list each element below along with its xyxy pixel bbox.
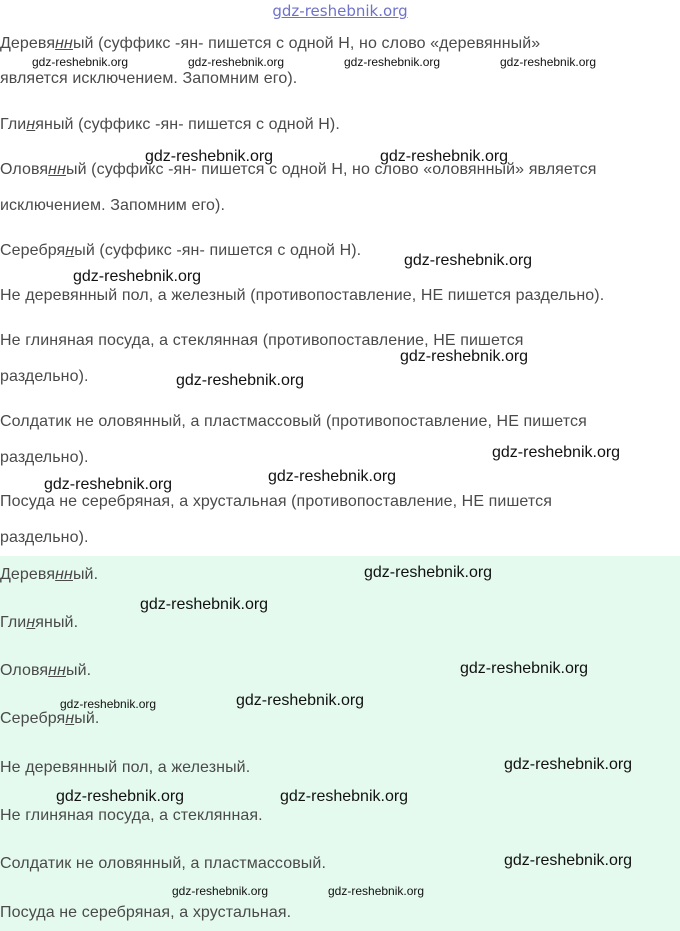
watermark: gdz-reshebnik.org bbox=[500, 55, 597, 69]
explanation-line: раздельно). bbox=[0, 449, 89, 466]
explanation-line: раздельно). bbox=[0, 368, 89, 385]
explanation-line: Не деревянный пол, а железный (противопоставление, НЕ пишется раздельно). bbox=[0, 287, 605, 304]
word-part: Деревя bbox=[0, 566, 56, 583]
highlighted-letters: н bbox=[26, 614, 36, 631]
watermark: gdz-reshebnik.org bbox=[492, 444, 621, 461]
word-part: ый (суффикс -ян- пишется с одной Н, но слово «деревянный» bbox=[72, 35, 541, 52]
answer-line: Посуда не серебряная, а хрустальная. bbox=[0, 904, 292, 921]
word-part: ый (суффикс -ян- пишется с одной Н, но слово «оловянный» является bbox=[65, 161, 597, 178]
word-part: Гли bbox=[0, 614, 27, 631]
watermark: gdz-reshebnik.org bbox=[44, 476, 173, 493]
word-part: Деревя bbox=[0, 35, 56, 52]
word-part: Оловя bbox=[0, 662, 49, 679]
explanation-line bbox=[0, 116, 340, 134]
answer-line bbox=[0, 614, 78, 632]
word-part: яный. bbox=[35, 614, 79, 631]
explanation-line: раздельно). bbox=[0, 529, 89, 546]
watermark: gdz-reshebnik.org bbox=[400, 348, 529, 365]
watermark: gdz-reshebnik.org bbox=[73, 268, 202, 285]
answer-line: Не деревянный пол, а железный. bbox=[0, 759, 251, 776]
watermark: gdz-reshebnik.org bbox=[56, 788, 185, 805]
highlighted-letters: нн bbox=[48, 662, 66, 679]
watermark: gdz-reshebnik.org bbox=[404, 252, 533, 269]
watermark: gdz-reshebnik.org bbox=[236, 692, 365, 709]
watermark: gdz-reshebnik.org bbox=[268, 468, 397, 485]
watermark: gdz-reshebnik.org bbox=[460, 660, 589, 677]
word-part: ый (суффикс -ян- пишется с одной Н). bbox=[74, 242, 362, 259]
highlighted-letters: н bbox=[65, 242, 75, 259]
watermark: gdz-reshebnik.org bbox=[60, 697, 157, 711]
word-part: ый. bbox=[65, 662, 92, 679]
answer-line: Солдатик не оловянный, а пластмассовый. bbox=[0, 855, 326, 872]
site-header-link[interactable]: gdz-reshebnik.org bbox=[272, 2, 408, 20]
answer-block bbox=[0, 556, 680, 931]
watermark: gdz-reshebnik.org bbox=[280, 788, 409, 805]
explanation-line: Посуда не серебряная, а хрустальная (противопоставление, НЕ пишется bbox=[0, 493, 552, 510]
explanation-line bbox=[0, 35, 540, 53]
explanation-line bbox=[0, 242, 361, 260]
word-part: яный (суффикс -ян- пишется с одной Н). bbox=[35, 116, 340, 133]
highlighted-letters: нн bbox=[48, 161, 66, 178]
watermark: gdz-reshebnik.org bbox=[140, 596, 269, 613]
word-part: ый. bbox=[72, 566, 99, 583]
watermark: gdz-reshebnik.org bbox=[504, 852, 633, 869]
highlighted-letters: н bbox=[26, 116, 36, 133]
explanation-line: является исключением. Запомним его). bbox=[0, 70, 298, 87]
word-part: Серебря bbox=[0, 710, 66, 727]
word-part: ый. bbox=[74, 710, 100, 727]
highlighted-letters: нн bbox=[55, 566, 73, 583]
answer-line bbox=[0, 710, 99, 728]
explanation-line: Солдатик не оловянный, а пластмассовый (противопоставление, НЕ пишется bbox=[0, 413, 587, 430]
watermark: gdz-reshebnik.org bbox=[504, 756, 633, 773]
explanation-line: Не глиняная посуда, а стеклянная (противопоставление, НЕ пишется bbox=[0, 332, 524, 349]
watermark: gdz-reshebnik.org bbox=[176, 372, 305, 389]
watermark: gdz-reshebnik.org bbox=[364, 564, 493, 581]
watermark: gdz-reshebnik.org bbox=[145, 148, 274, 165]
highlighted-letters: н bbox=[65, 710, 75, 727]
answer-line: Не глиняная посуда, а стеклянная. bbox=[0, 807, 263, 824]
explanation-line: исключением. Запомним его). bbox=[0, 197, 225, 214]
watermark: gdz-reshebnik.org bbox=[380, 148, 509, 165]
watermark: gdz-reshebnik.org bbox=[328, 884, 425, 898]
answer-line bbox=[0, 566, 98, 584]
watermark: gdz-reshebnik.org bbox=[344, 55, 441, 69]
answer-line bbox=[0, 662, 91, 680]
word-part: Оловя bbox=[0, 161, 49, 178]
word-part: Серебря bbox=[0, 242, 66, 259]
watermark: gdz-reshebnik.org bbox=[32, 55, 129, 69]
highlighted-letters: нн bbox=[55, 35, 73, 52]
watermark: gdz-reshebnik.org bbox=[188, 55, 285, 69]
watermark: gdz-reshebnik.org bbox=[172, 884, 269, 898]
word-part: Гли bbox=[0, 116, 27, 133]
